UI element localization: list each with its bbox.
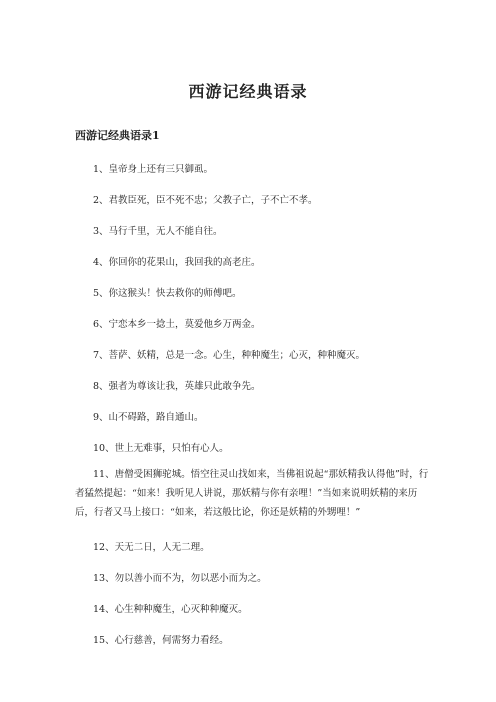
quote-item: 13、勿以善小而不为，勿以恶小而为之。 <box>93 573 267 584</box>
quote-item: 14、心生种种魔生，心灭种种魔灭。 <box>93 604 248 615</box>
quote-item: 12、天无二日，人无二理。 <box>93 542 210 553</box>
section-heading: 西游记经典语录1 <box>75 129 160 142</box>
quote-item: 2、君教臣死，臣不死不忠；父教子亡，子不亡不孝。 <box>93 195 318 206</box>
quote-item: 4、你回你的花果山，我回我的高老庄。 <box>93 257 261 268</box>
quote-item: 6、宁恋本乡一捻土，莫爱他乡万两金。 <box>93 319 261 330</box>
quote-item: 8、强者为尊该让我，英雄只此敢争先。 <box>93 381 261 392</box>
quote-item: 5、你这猴头！快去救你的师傅吧。 <box>93 288 242 299</box>
document-title: 西游记经典语录 <box>188 82 308 101</box>
quote-item: 1、皇帝身上还有三只御虱。 <box>93 164 214 175</box>
quote-item: 10、世上无难事，只怕有心人。 <box>93 443 229 454</box>
quote-item: 15、心行慈善，何需努力看经。 <box>93 635 229 646</box>
quote-item: 7、菩萨、妖精，总是一念。心生，种种魔生；心灭，种种魔灭。 <box>93 350 366 361</box>
quote-item: 11、唐僧受困狮驼城。悟空往灵山找如来，当佛祖说起“那妖精我认得他”时，行者猛然提起：“如来！我听见人讲说，那妖精与你有亲哩！”当如来说明妖精的来历后，行者又马上接口：“如来，若这般比论，你还是妖精的外甥哩！” <box>75 469 429 518</box>
quote-item: 9、山不碍路，路自通山。 <box>93 412 204 423</box>
quote-item: 3、马行千里，无人不能自往。 <box>93 226 223 237</box>
